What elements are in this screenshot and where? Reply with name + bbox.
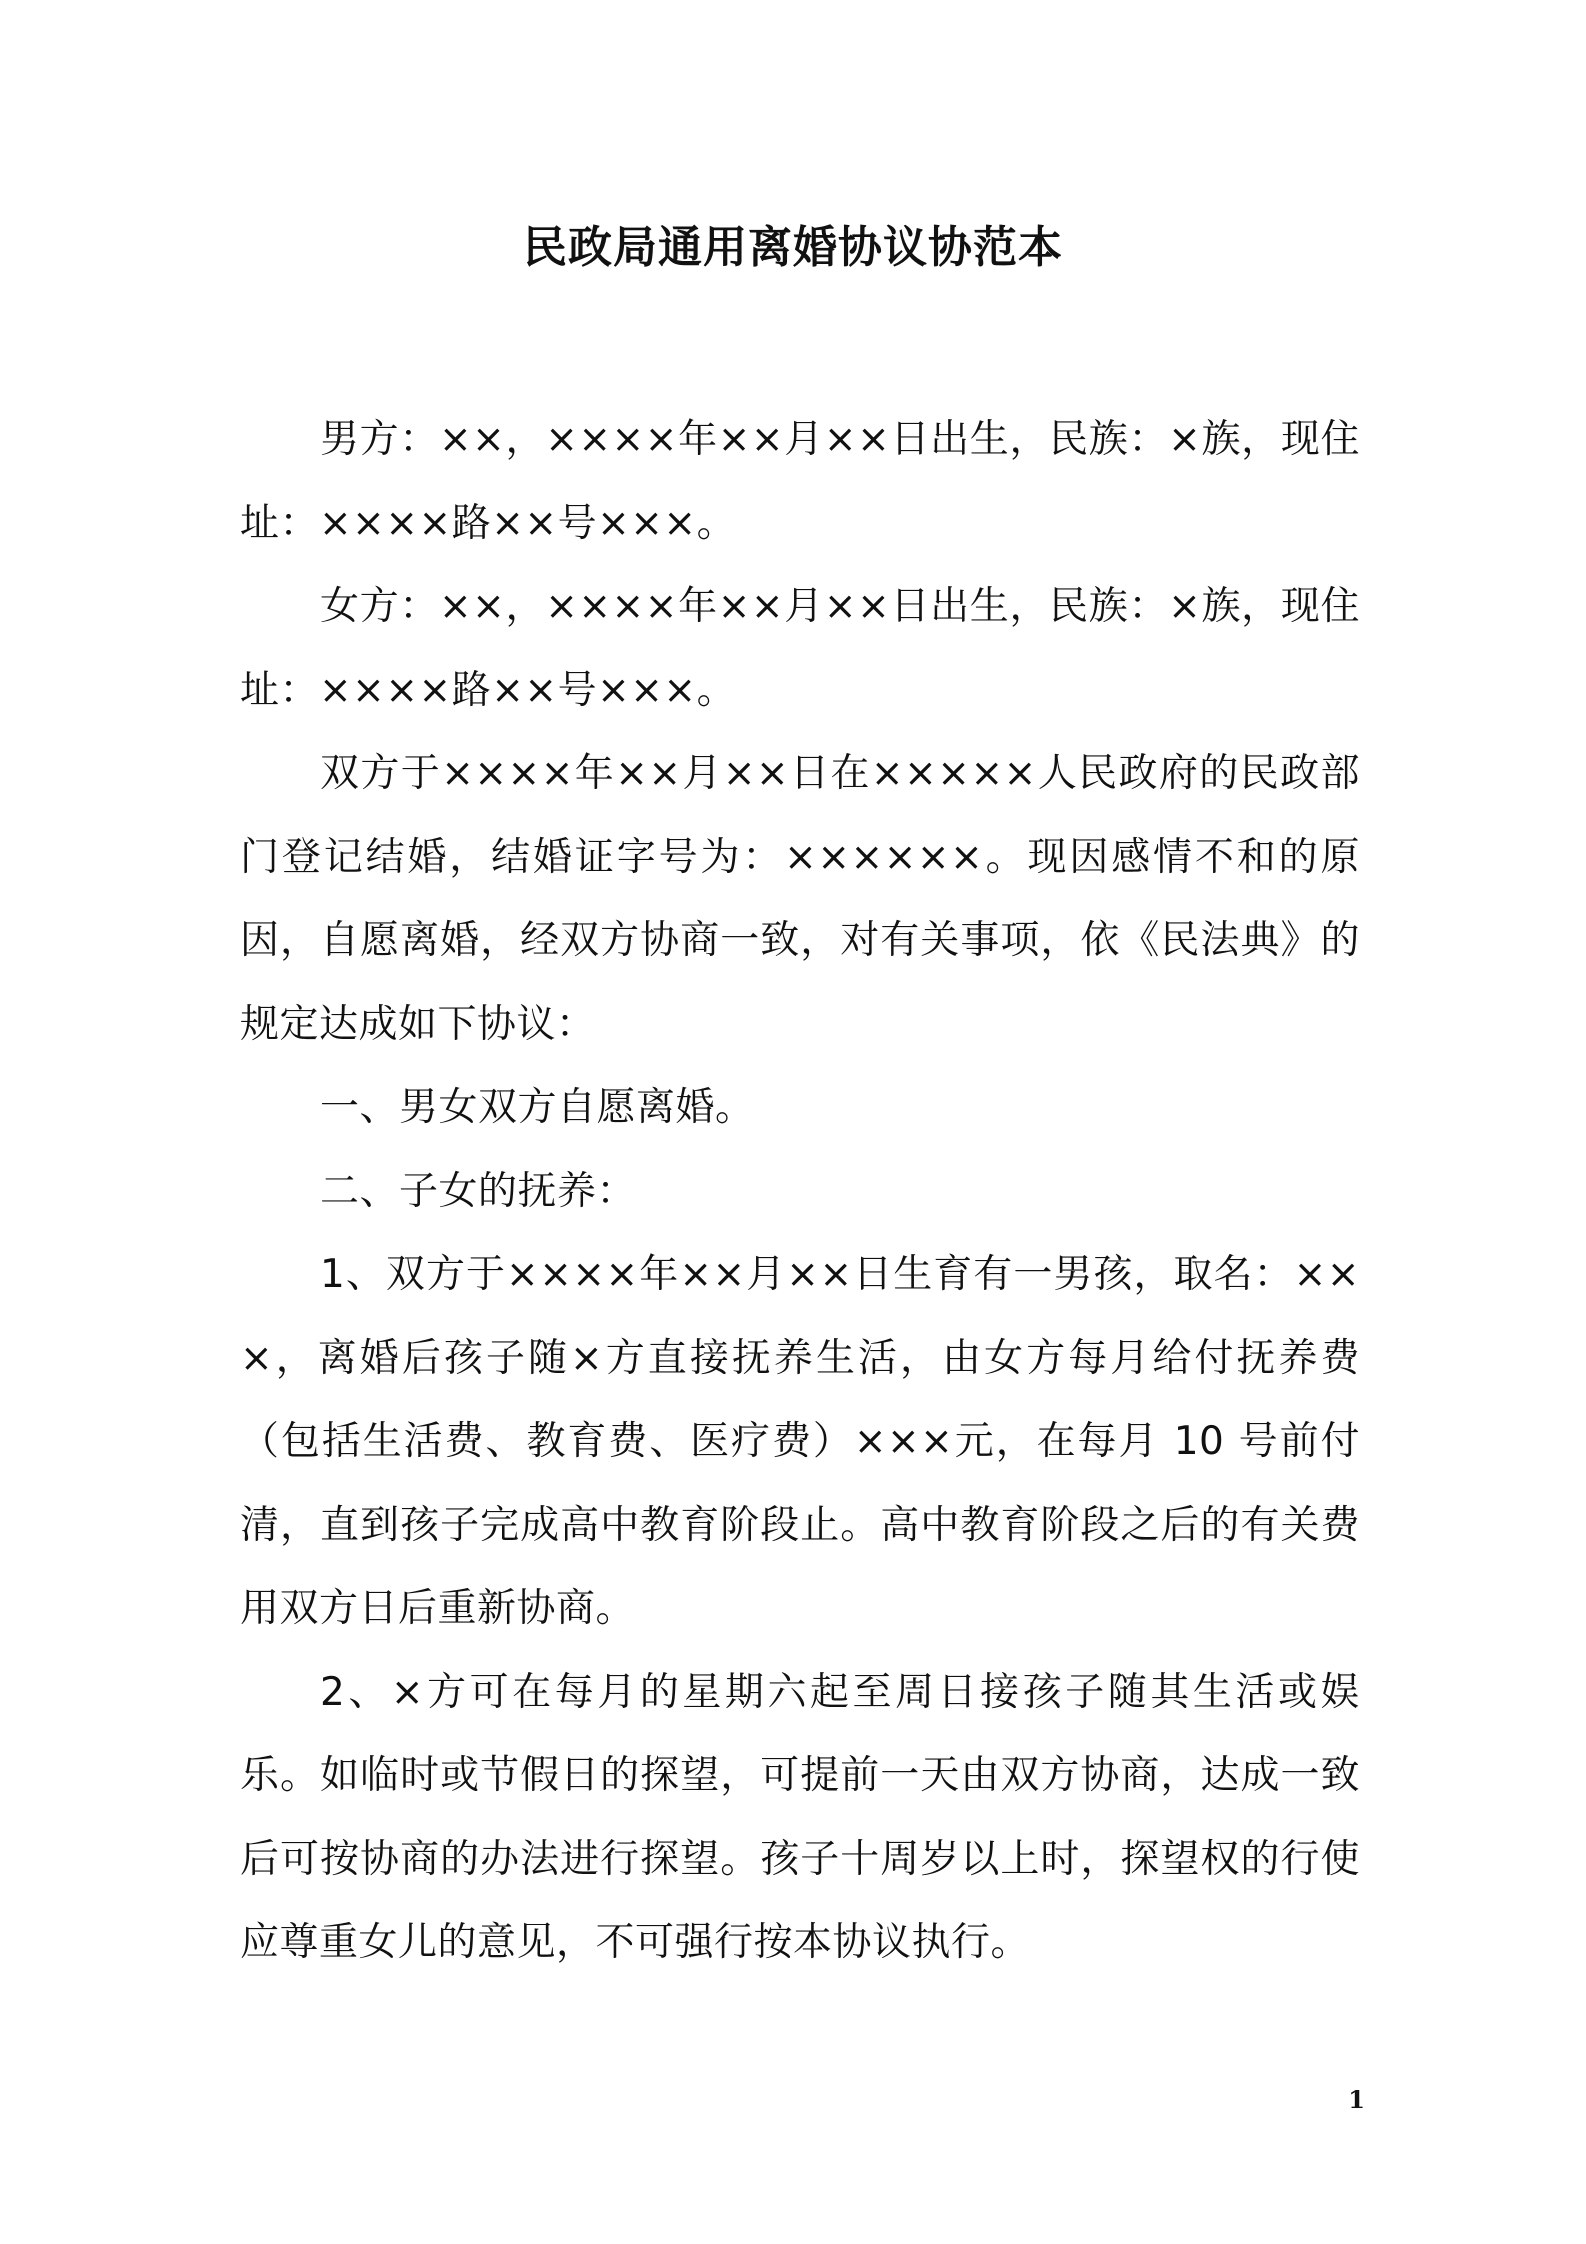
page-number: 1 [1348,2085,1365,2114]
paragraph-male-party: 男方：××，××××年××月××日出生，民族：×族，现住址：××××路××号×××。 [240,417,1360,546]
document-title: 民政局通用离婚协议协范本 [523,222,1063,273]
paragraph-female-party: 女方：××，××××年××月××日出生，民族：×族，现住址：××××路××号×××。 [240,584,1360,713]
paragraph-clause-2-heading: 二、子女的抚养： [320,1168,637,1214]
paragraph-visitation: 2、×方可在每月的星期六起至周日接孩子随其生活或娱乐。如临时或节假日的探望，可提前一天由双方协商，达成一致后可按协商的办法进行探望。孩子十周岁以上时，探望权的行使应尊重女儿的意见，不可强行按本协议执行。 [240,1669,1360,1965]
paragraph-clause-1-divorce: 一、男女双方自愿离婚。 [320,1085,755,1130]
document-body [240,398,1360,1985]
paragraph-child-custody: 1、双方于××××年××月××日生育有一男孩，取名：×××，离婚后孩子随×方直接抚养生活，由女方每月给付抚养费（包括生活费、教育费、医疗费）×××元，在每月 10 号前付清，直到孩子完成高中教育阶段止。高中教育阶段之后的有关费用双方日后重新协商。 [240,1252,1360,1631]
paragraph-marriage-registration: 双方于××××年××月××日在×××××人民政府的民政部门登记结婚，结婚证字号为：××××××。现因感情不和的原因，自愿离婚，经双方协商一致，对有关事项，依《民法典》的规定达成如下协议： [240,751,1360,1047]
